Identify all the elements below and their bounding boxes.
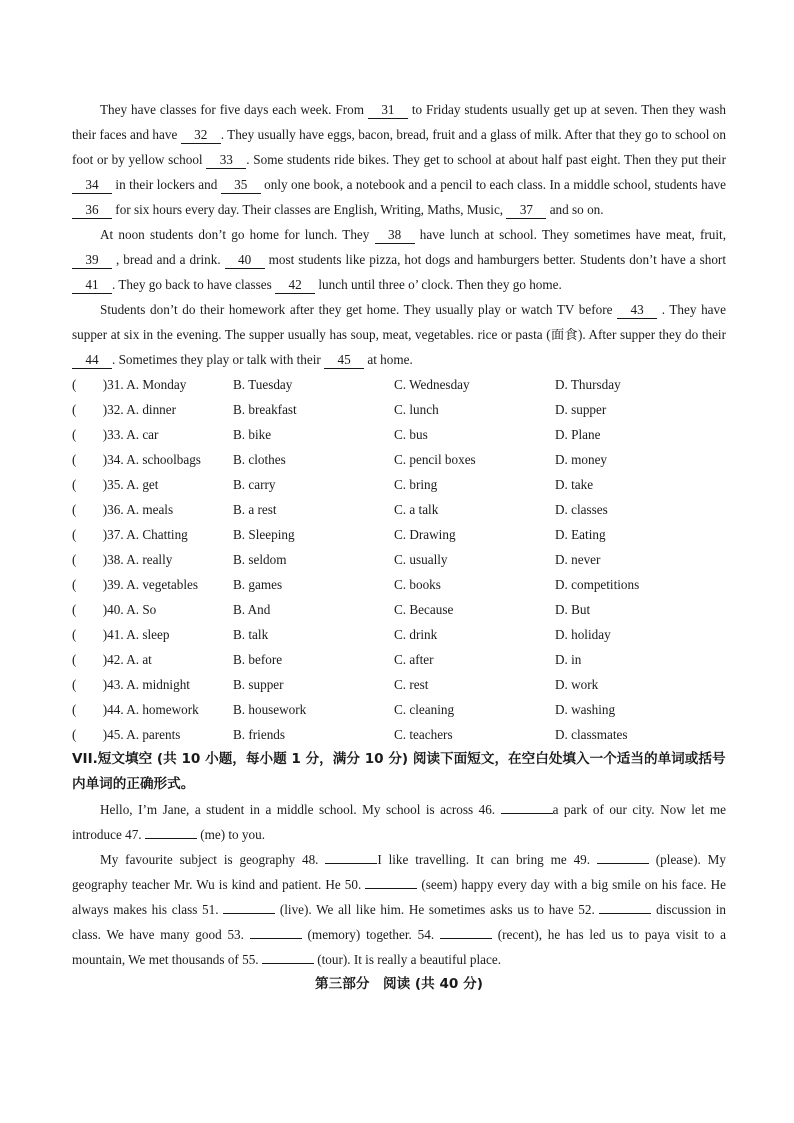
text: Hello, I’m Jane, a student in a middle school. My school is across 46.	[100, 802, 501, 817]
blank-45: 45	[324, 352, 364, 369]
question-option-a[interactable]: ( )35. A. get	[72, 477, 159, 492]
option-row	[72, 722, 726, 747]
option-c[interactable]: C. cleaning	[394, 702, 455, 717]
option-row	[72, 422, 726, 447]
answer-blank-50[interactable]	[365, 888, 417, 889]
question-option-a[interactable]: ( )33. A. car	[72, 427, 159, 442]
text: in their lockers and	[112, 177, 221, 192]
option-row	[72, 472, 726, 497]
text: (seem) happy every day with a big smile on his face. He always makes his class 51.	[72, 877, 726, 917]
answer-blank-54[interactable]	[440, 938, 492, 939]
text: to Friday students usually get up at seven. Then they wash their faces and have	[72, 102, 727, 142]
text: (tour). It is really a beautiful place.	[313, 952, 502, 967]
option-c[interactable]: C. usually	[394, 552, 448, 567]
question-option-a[interactable]: ( )39. A. vegetables	[72, 577, 198, 592]
option-c[interactable]: C. Because	[394, 602, 454, 617]
option-row	[72, 622, 726, 647]
question-option-a[interactable]: ( )45. A. parents	[72, 727, 181, 742]
blank-44: 44	[72, 352, 112, 369]
text: I like travelling. It can bring me 49.	[377, 852, 597, 867]
option-d[interactable]: D. never	[555, 552, 601, 567]
text: . Sometimes they play or talk with their	[112, 352, 325, 367]
text: most students like pizza, hot dogs and hamburgers better. Students don’t have a short	[264, 252, 726, 267]
option-b[interactable]: B. Tuesday	[233, 377, 293, 392]
option-row	[72, 447, 726, 472]
question-option-a[interactable]: ( )37. A. Chatting	[72, 527, 188, 542]
text: a park of our city. Now let me introduce 47.	[72, 802, 727, 842]
text: My favourite subject is geography 48.	[100, 852, 326, 867]
text: At noon students don’t go home for lunch. They	[100, 227, 375, 242]
option-d[interactable]: D. work	[555, 677, 599, 692]
option-b[interactable]: B. a rest	[233, 502, 277, 517]
text: (recent), he has led us to paya visit to a mountain, We met thousands of 55.	[72, 927, 726, 967]
option-b[interactable]: B. seldom	[233, 552, 287, 567]
option-row	[72, 697, 726, 722]
question-option-a[interactable]: ( )36. A. meals	[72, 502, 174, 517]
option-b[interactable]: B. bike	[233, 427, 272, 442]
blank-32: 32	[181, 127, 221, 144]
option-d[interactable]: D. washing	[555, 702, 616, 717]
question-option-a[interactable]: ( )41. A. sleep	[72, 627, 170, 642]
answer-blank-49[interactable]	[597, 863, 649, 864]
text: (me) to you.	[196, 827, 266, 842]
question-option-a[interactable]: ( )32. A. dinner	[72, 402, 177, 417]
exam-page	[72, 97, 726, 997]
option-b[interactable]: B. supper	[233, 677, 284, 692]
answer-blank-47[interactable]	[145, 838, 197, 839]
blank-43: 43	[617, 302, 657, 319]
option-c[interactable]: C. rest	[394, 677, 429, 692]
option-c[interactable]: C. teachers	[394, 727, 453, 742]
fill-paragraph-1	[72, 797, 726, 847]
question-option-a[interactable]: ( )34. A. schoolbags	[72, 452, 201, 467]
text: . They usually have eggs, bacon, bread, fruit and a glass of milk. After that they go to school on foot or by yellow school	[72, 127, 726, 167]
option-c[interactable]: C. after	[394, 652, 434, 667]
multiple-choice-options	[72, 372, 726, 747]
option-row	[72, 597, 726, 622]
question-option-a[interactable]: ( )42. A. at	[72, 652, 152, 667]
option-b[interactable]: B. games	[233, 577, 283, 592]
option-c[interactable]: C. Drawing	[394, 527, 456, 542]
text: (live). We all like him. He sometimes asks us to have 52.	[275, 902, 600, 917]
option-b[interactable]: B. carry	[233, 477, 276, 492]
option-d[interactable]: D. Thursday	[555, 377, 621, 392]
option-row	[72, 672, 726, 697]
blank-41: 41	[72, 277, 112, 294]
option-d[interactable]: D. take	[555, 477, 594, 492]
text: . They go back to have classes	[112, 277, 276, 292]
option-d[interactable]: D. classmates	[555, 727, 628, 742]
blank-40: 40	[225, 252, 265, 269]
text: (please). My geography teacher Mr. Wu is kind and patient. He 50.	[72, 852, 726, 892]
question-option-a[interactable]: ( )31. A. Monday	[72, 377, 187, 392]
answer-blank-46[interactable]	[501, 813, 553, 814]
text: only one book, a notebook and a pencil to each class. In a middle school, students have	[260, 177, 726, 192]
option-d[interactable]: D. holiday	[555, 627, 611, 642]
question-option-a[interactable]: ( )38. A. really	[72, 552, 173, 567]
blank-36: 36	[72, 202, 112, 219]
text: They have classes for five days each week. From	[100, 102, 368, 117]
fill-paragraph-2	[72, 847, 726, 972]
option-c[interactable]: C. bring	[394, 477, 438, 492]
blank-42: 42	[275, 277, 315, 294]
blank-34: 34	[72, 177, 112, 194]
cloze-paragraph-2	[72, 222, 726, 297]
answer-blank-51[interactable]	[223, 913, 275, 914]
option-row	[72, 397, 726, 422]
option-b[interactable]: B. talk	[233, 627, 269, 642]
blank-35: 35	[221, 177, 261, 194]
option-d[interactable]: D. in	[555, 652, 582, 667]
text: for six hours every day. Their classes are English, Writing, Maths, Music,	[112, 202, 507, 217]
option-d[interactable]: D. But	[555, 602, 591, 617]
question-option-a[interactable]: ( )40. A. So	[72, 602, 157, 617]
option-b[interactable]: B. clothes	[233, 452, 286, 467]
blank-39: 39	[72, 252, 112, 269]
option-c[interactable]: C. drink	[394, 627, 438, 642]
text: and so on.	[546, 202, 604, 217]
option-c[interactable]: C. a talk	[394, 502, 439, 517]
option-row	[72, 522, 726, 547]
option-b[interactable]: B. And	[233, 602, 271, 617]
text: (memory) together. 54.	[301, 927, 440, 942]
option-d[interactable]: D. supper	[555, 402, 607, 417]
option-d[interactable]: D. classes	[555, 502, 608, 517]
option-c[interactable]: C. lunch	[394, 402, 439, 417]
option-c[interactable]: C. Wednesday	[394, 377, 470, 392]
option-c[interactable]: C. pencil boxes	[394, 452, 476, 467]
text: . Some students ride bikes. They get to school at about half past eight. Then they put their	[246, 152, 726, 167]
section-7-heading: VII.短文填空 (共 10 小题，每小题 1 分，满分 10 分) 阅读下面短文，在空白处填入一个适当的单词或括号内单词的正确形式。	[72, 751, 726, 792]
option-row	[72, 497, 726, 522]
answer-blank-55[interactable]	[262, 963, 314, 964]
option-row	[72, 647, 726, 672]
text: . They have supper at six in the evening. The supper usually has soup, meat, vegetables. rice or pasta (面食). After supper they do their	[72, 302, 726, 342]
question-option-a[interactable]: ( )43. A. midnight	[72, 677, 190, 692]
cloze-paragraph-1	[72, 97, 726, 222]
blank-38: 38	[375, 227, 415, 244]
option-row	[72, 572, 726, 597]
option-c[interactable]: C. books	[394, 577, 441, 592]
text: have lunch at school. They sometimes have meat, fruit,	[414, 227, 726, 242]
option-b[interactable]: B. housework	[233, 702, 307, 717]
answer-blank-48[interactable]	[325, 863, 377, 864]
text: at home.	[364, 352, 413, 367]
answer-blank-52[interactable]	[599, 913, 651, 914]
option-row	[72, 547, 726, 572]
cloze-paragraph-3	[72, 297, 726, 372]
text: lunch until three o’ clock. Then they go home.	[315, 277, 562, 292]
option-d[interactable]: D. Plane	[555, 427, 601, 442]
option-d[interactable]: D. competitions	[555, 577, 640, 592]
text: discussion in class. We have many good 53.	[72, 902, 726, 942]
option-b[interactable]: B. breakfast	[233, 402, 297, 417]
blank-33: 33	[206, 152, 246, 169]
text: , bread and a drink.	[112, 252, 225, 267]
option-c[interactable]: C. bus	[394, 427, 428, 442]
option-d[interactable]: D. Eating	[555, 527, 606, 542]
option-row	[72, 372, 726, 397]
blank-31: 31	[368, 102, 408, 119]
text: Students don’t do their homework after they get home. They usually play or watch TV before	[100, 302, 618, 317]
option-d[interactable]: D. money	[555, 452, 608, 467]
answer-blank-53[interactable]	[250, 938, 302, 939]
option-b[interactable]: B. friends	[233, 727, 286, 742]
blank-37: 37	[506, 202, 546, 219]
option-b[interactable]: B. Sleeping	[233, 527, 295, 542]
part-3-title: 第三部分 阅读 (共 40 分)	[315, 976, 483, 992]
question-option-a[interactable]: ( )44. A. homework	[72, 702, 199, 717]
option-b[interactable]: B. before	[233, 652, 283, 667]
